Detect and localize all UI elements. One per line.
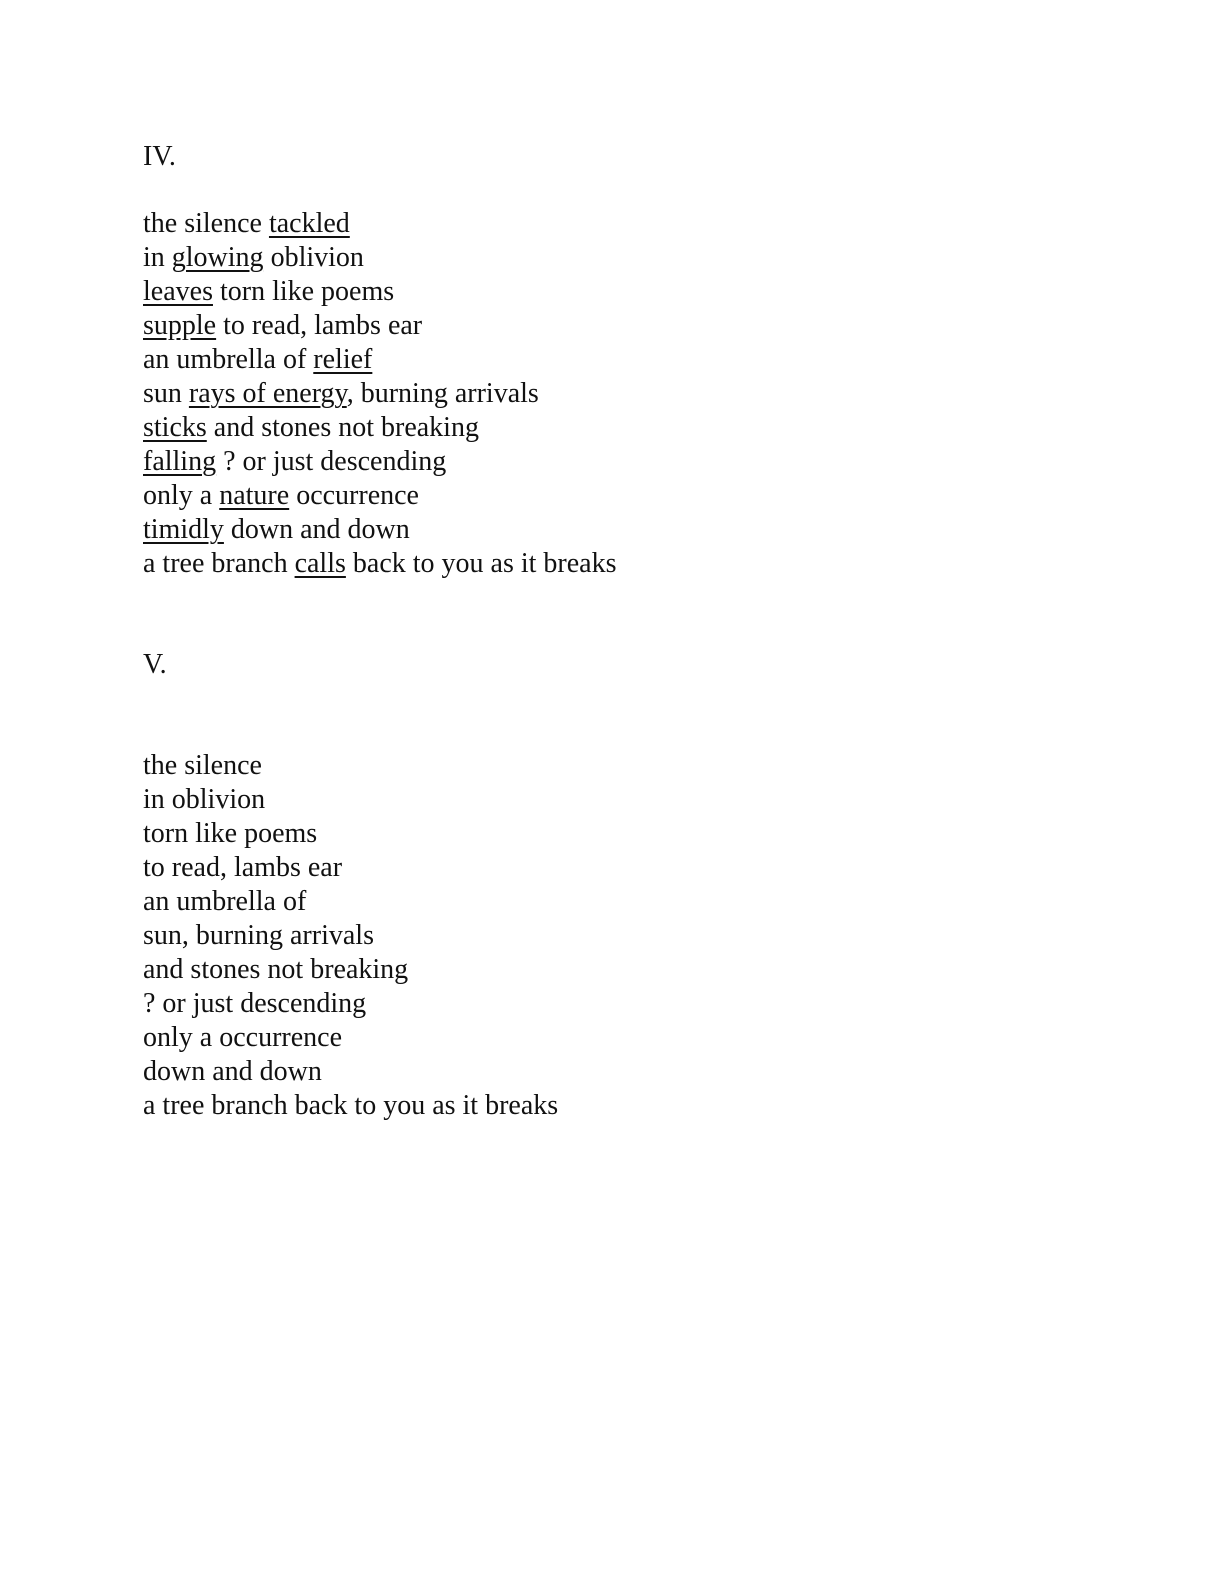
underlined-word: falling — [143, 446, 217, 477]
poem-line — [143, 479, 616, 513]
underlined-word: relief — [313, 344, 373, 375]
stanza-v — [143, 749, 558, 1123]
line-text: only a occurrence — [143, 1022, 342, 1053]
line-text: ? or just descending — [216, 446, 447, 477]
section-heading-iv: IV. — [143, 141, 176, 172]
poem-line — [143, 1089, 558, 1123]
underlined-word: supple — [143, 310, 217, 341]
poem-line — [143, 1021, 558, 1055]
poem-line — [143, 817, 558, 851]
poem-line — [143, 1055, 558, 1089]
poem-line — [143, 309, 616, 343]
line-text: and stones not breaking — [143, 954, 409, 985]
line-text: , burning arrivals — [346, 378, 539, 409]
line-text: an umbrella of — [143, 344, 314, 375]
line-text: oblivion — [263, 242, 364, 273]
poem-line — [143, 783, 558, 817]
poem-line — [143, 275, 616, 309]
line-text: down and down — [143, 1056, 322, 1087]
line-text: sun — [143, 378, 189, 409]
line-text: the silence — [143, 750, 262, 781]
poem-line — [143, 919, 558, 953]
underlined-word: glowing — [171, 242, 264, 273]
line-text: torn like poems — [212, 276, 395, 307]
line-text: the silence — [143, 208, 269, 239]
underlined-word: calls — [294, 548, 346, 579]
poem-line — [143, 445, 616, 479]
line-text: a tree branch — [143, 548, 295, 579]
line-text: occurrence — [289, 480, 419, 511]
line-text: down and down — [223, 514, 410, 545]
line-text: torn like poems — [143, 818, 318, 849]
poem-line — [143, 377, 616, 411]
poem-line — [143, 885, 558, 919]
poem-line — [143, 241, 616, 275]
line-text: sun, burning arrivals — [143, 920, 374, 951]
line-text: only a — [143, 480, 220, 511]
poem-line — [143, 547, 616, 581]
line-text: in — [143, 242, 172, 273]
underlined-word: rays of energy — [188, 378, 347, 409]
stanza-iv — [143, 207, 616, 581]
underlined-word: tackled — [268, 208, 350, 239]
line-text: to read, lambs ear — [143, 852, 343, 883]
line-text: a tree branch back to you as it breaks — [143, 1090, 559, 1121]
poem-line — [143, 987, 558, 1021]
line-text: back to you as it breaks — [345, 548, 617, 579]
line-text: to read, lambs ear — [216, 310, 423, 341]
underlined-word: timidly — [143, 514, 224, 545]
poem-line — [143, 343, 616, 377]
poem-line — [143, 207, 616, 241]
poem-line — [143, 513, 616, 547]
poem-line — [143, 411, 616, 445]
line-text: and stones not breaking — [206, 412, 479, 443]
line-text: ? or just descending — [143, 988, 367, 1019]
line-text: an umbrella of — [143, 886, 307, 917]
underlined-word: leaves — [143, 276, 213, 307]
poem-line — [143, 749, 558, 783]
poem-line — [143, 851, 558, 885]
line-text: in oblivion — [143, 784, 266, 815]
poem-line — [143, 953, 558, 987]
underlined-word: sticks — [143, 412, 207, 443]
underlined-word: nature — [219, 480, 290, 511]
section-heading-v: V. — [143, 649, 167, 680]
